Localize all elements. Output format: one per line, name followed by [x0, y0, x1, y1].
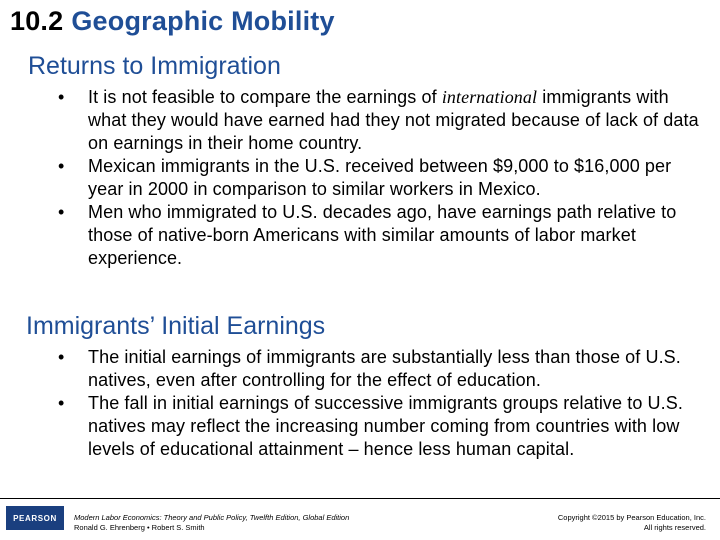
footer-divider: [0, 498, 720, 499]
slide-number: 10.2: [10, 6, 64, 36]
section-heading-initial-earnings: Immigrants’ Initial Earnings: [26, 312, 326, 340]
footer-book-info: [74, 513, 349, 533]
bullet-item: • Mexican immigrants in the U.S. received between $9,000 to $16,000 per year in 2000 in comparison to similar workers in Mexico.: [58, 155, 708, 201]
book-authors: Ronald G. Ehrenberg • Robert S. Smith: [74, 523, 205, 532]
rights-text: All rights reserved.: [643, 523, 706, 532]
bullet-item: • The initial earnings of immigrants are substantially less than those of U.S. natives, even after controlling for the effect of education.: [58, 346, 708, 392]
bullet-item: • The fall in initial earnings of successive immigrants groups relative to U.S. natives may reflect the increasing number coming from countries with low levels of educational attainment – hence less human capital.: [58, 392, 708, 461]
returns-bullet-list: [58, 86, 708, 270]
footer-copyright: [558, 513, 706, 533]
copyright-text: Copyright ©2015 by Pearson Education, Inc.: [557, 513, 706, 522]
emphasis-text: international: [441, 87, 538, 107]
bullet-item: • It is not feasible to compare the earnings of international immigrants with what they would have earned had they not migrated because of lack of data on earnings in their home country.: [58, 86, 708, 155]
bullet-item: • Men who immigrated to U.S. decades ago, have earnings path relative to those of native-born Americans with similar amounts of labor market experience.: [58, 201, 708, 270]
book-title: Modern Labor Economics: Theory and Public Policy, Twelfth Edition, Global Edition: [74, 513, 350, 522]
slide-title: [10, 6, 335, 37]
pearson-logo: PEARSON: [6, 506, 64, 530]
section-heading-returns: Returns to Immigration: [28, 52, 281, 80]
initial-earnings-bullet-list: [58, 346, 708, 461]
slide-title-text: Geographic Mobility: [71, 6, 335, 36]
